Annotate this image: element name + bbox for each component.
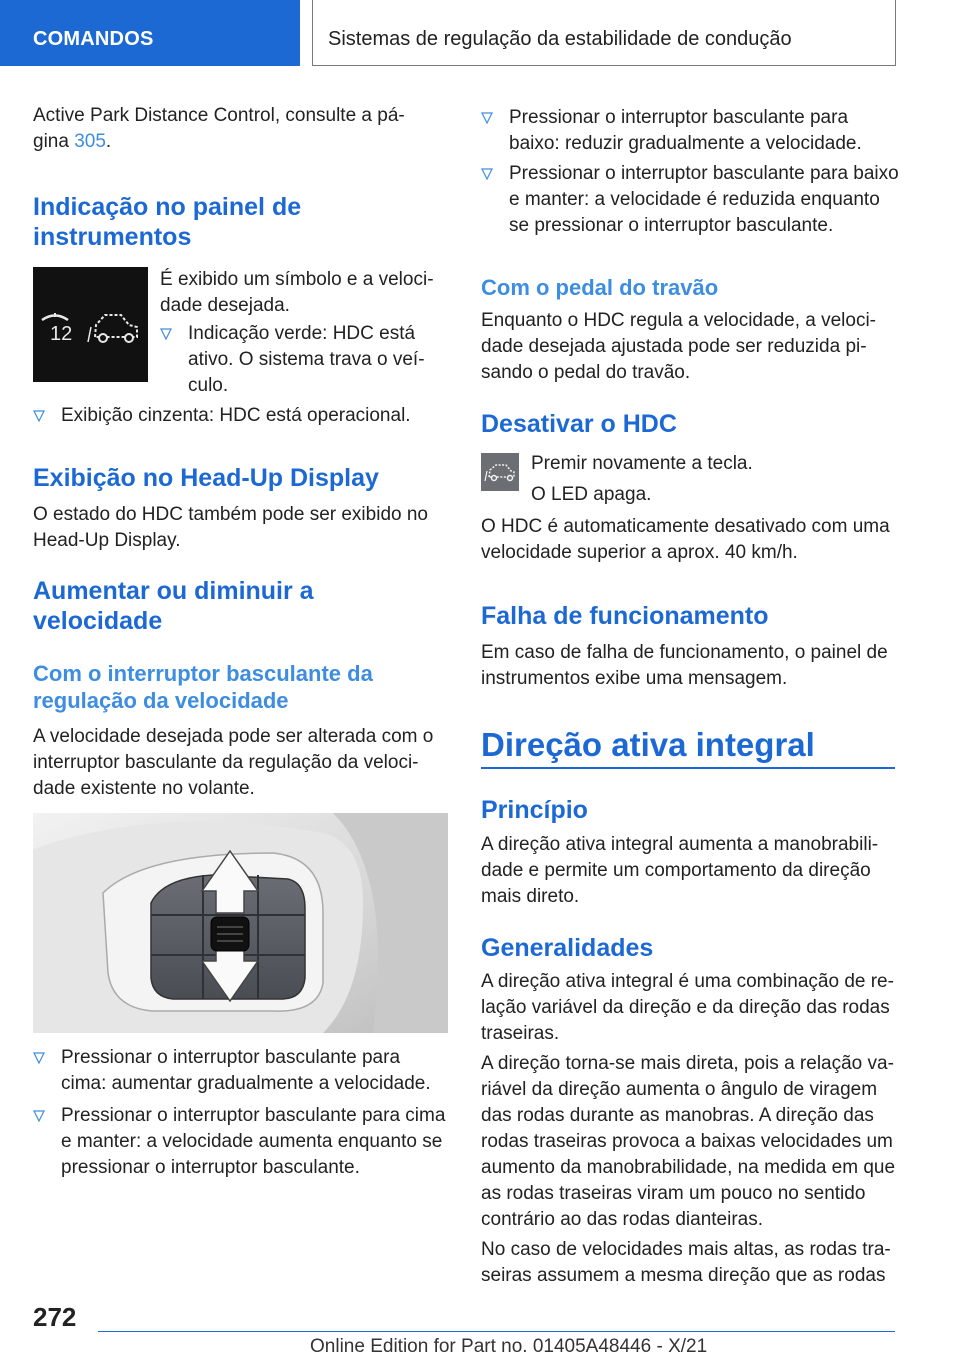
bullet-triangle-icon <box>481 168 493 180</box>
heading-rocker-1: Com o interruptor basculante da <box>33 661 373 686</box>
hud-text-1: O estado do HDC também pode ser exibido no <box>33 504 428 525</box>
heading-pedal: Com o pedal do travão <box>481 275 719 300</box>
pedal-text-3: sando o pedal do travão. <box>481 362 691 383</box>
heading-hud: Exibição no Head-Up Display <box>33 464 379 492</box>
bullet-triangle-icon <box>160 328 172 340</box>
general-text-1: A direção ativa integral é uma combinação de re- <box>481 971 894 992</box>
hdc-display-icon <box>33 267 148 382</box>
principio-text-2: dade e permite um comportamento da direção <box>481 860 871 881</box>
heading-rule <box>481 767 895 769</box>
footer-rule <box>98 1331 895 1332</box>
desativar-text-2: O LED apaga. <box>531 484 652 505</box>
header-title: Sistemas de regulação da estabilidade de condução <box>328 28 792 50</box>
heading-aumentar-1: Aumentar ou diminuir a <box>33 577 314 605</box>
rocker-text-1: A velocidade desejada pode ser alterada com o <box>33 726 434 747</box>
heading-indicacao-2: instrumentos <box>33 223 192 251</box>
pedal-text-2: dade desejada ajustada pode ser reduzida pi- <box>481 336 867 357</box>
bullet-grey: Exibição cinzenta: HDC está operacional. <box>33 403 453 429</box>
general2-text-2: riável da direção aumenta o ângulo de viragem <box>481 1079 878 1100</box>
steering-wheel-photo <box>33 813 448 1033</box>
general3-text-2: seiras assumem a mesma direção que as rodas <box>481 1265 886 1286</box>
bullet-triangle-icon <box>33 1110 45 1122</box>
falha-text-2: instrumentos exibe uma mensagem. <box>481 668 788 689</box>
symbol-text-1: É exibido um símbolo e a veloci- <box>160 269 434 290</box>
header-title-box <box>312 0 896 66</box>
symbol-text-2: dade desejada. <box>160 295 290 316</box>
auto-text-2: velocidade superior a aprox. 40 km/h. <box>481 542 798 563</box>
page-number: 272 <box>33 1302 77 1332</box>
bullet-triangle-icon <box>33 410 45 422</box>
principio-text-3: mais direto. <box>481 886 580 907</box>
heading-direcao: Direção ativa integral <box>481 726 815 763</box>
heading-principio: Princípio <box>481 796 588 824</box>
heading-rocker-2: regulação da velocidade <box>33 688 289 713</box>
heading-aumentar-2: velocidade <box>33 607 163 635</box>
bullet-triangle-icon <box>33 1052 45 1064</box>
general2-text-1: A direção torna-se mais direta, pois a relação va- <box>481 1053 894 1074</box>
intro-line-2: gina 305. <box>33 131 112 152</box>
general3-text-1: No caso de velocidades mais altas, as rodas tra- <box>481 1239 891 1260</box>
heading-indicacao-1: Indicação no painel de <box>33 193 302 221</box>
bullet-down: Pressionar o interruptor basculante para baixo: reduzir gradualmente a velocidade. <box>481 105 901 157</box>
principio-text-1: A direção ativa integral aumenta a manobrabili- <box>481 834 879 855</box>
bullet-up: Pressionar o interruptor basculante para cima: aumentar gradualmente a velocidade. <box>33 1045 448 1097</box>
heading-falha: Falha de funcionamento <box>481 602 769 630</box>
rocker-text-3: dade existente no volante. <box>33 778 255 799</box>
general2-text-3: das rodas durante as manobras. A direção das <box>481 1105 874 1126</box>
bullet-triangle-icon <box>481 112 493 124</box>
bullet-up-hold: Pressionar o interruptor basculante para cima e manter: a velocidade aumenta enquanto se pressionar o interruptor basculante. <box>33 1103 453 1181</box>
rocker-text-2: interruptor basculante da regulação da veloci- <box>33 752 419 773</box>
general-text-2: lação variável da direção e da direção das rodas <box>481 997 890 1018</box>
general2-text-4: rodas traseiras provoca a baixas velocidades um <box>481 1131 893 1152</box>
general2-text-5: aumento da manobrabilidade, na medida em que <box>481 1157 896 1178</box>
page-link[interactable]: 305 <box>74 131 106 152</box>
bullet-down-hold: Pressionar o interruptor basculante para baixo e manter: a velocidade é reduzida enquanto se pressionar o interruptor basculante. <box>481 161 901 239</box>
bullet-green: Indicação verde: HDC está ativo. O sistema trava o veí- culo. <box>160 321 450 399</box>
header-section-tab <box>0 0 300 66</box>
general-text-3: traseiras. <box>481 1023 560 1044</box>
general2-text-6: as rodas traseiras viram um pouco no sentido <box>481 1183 866 1204</box>
hdc-button-icon <box>481 453 519 491</box>
hud-text-2: Head-Up Display. <box>33 530 181 551</box>
falha-text-1: Em caso de falha de funcionamento, o painel de <box>481 642 888 663</box>
auto-text-1: O HDC é automaticamente desativado com uma <box>481 516 890 537</box>
desativar-text-1: Premir novamente a tecla. <box>531 453 753 474</box>
heading-generalidades: Generalidades <box>481 934 654 962</box>
intro-line-1: Active Park Distance Control, consulte a pá- <box>33 105 405 126</box>
footer-edition: Online Edition for Part no. 01405A48446 - X/21 <box>310 1336 708 1357</box>
heading-desativar: Desativar o HDC <box>481 410 677 438</box>
header-section-label: COMANDOS <box>33 28 154 50</box>
general2-text-7: contrário ao das rodas dianteiras. <box>481 1209 763 1230</box>
speed-value: 12 <box>50 323 73 345</box>
pedal-text-1: Enquanto o HDC regula a velocidade, a veloci- <box>481 310 877 331</box>
